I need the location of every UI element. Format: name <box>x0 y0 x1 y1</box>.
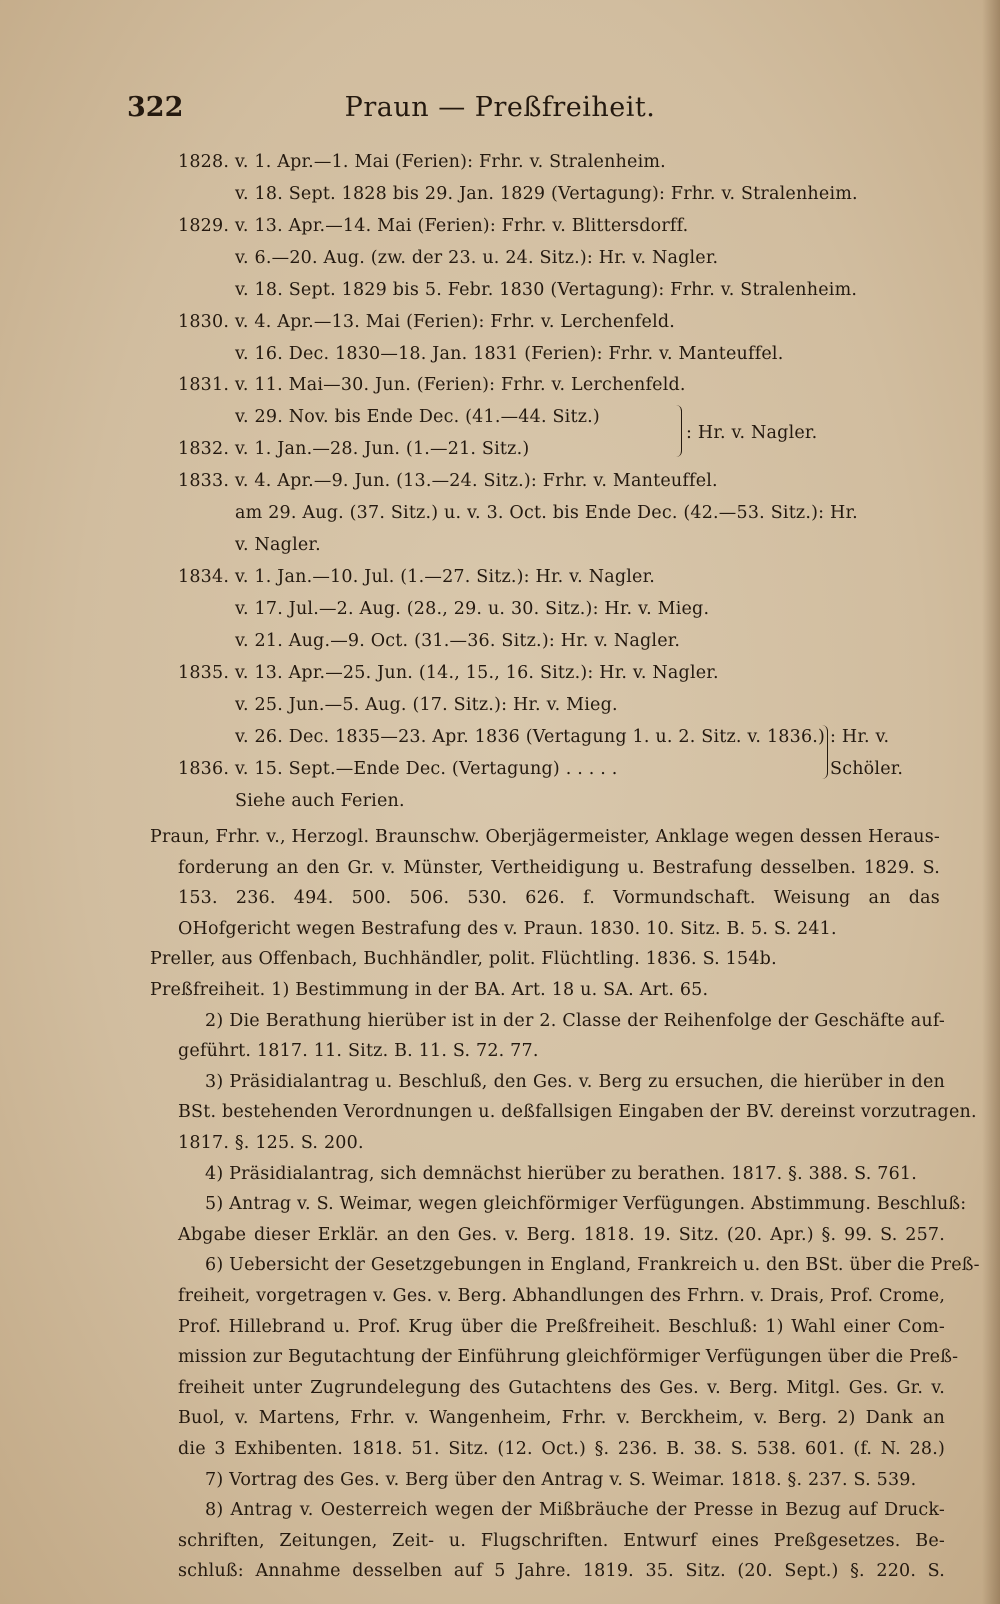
text-line: v. 6.—20. Aug. (zw. der 23. u. 24. Sitz.): Hr. v. Nagler. <box>235 248 719 268</box>
text-line: 1831. v. 11. Mai—30. Jun. (Ferien): Frhr. v. Lerchenfeld. <box>178 375 686 395</box>
brace-attribution: : Hr. v. Nagler. <box>686 423 818 443</box>
entry-preller: Preller, aus Offenbach, Buchhändler, polit. Flüchtling. 1836. S. 154b. <box>150 949 777 970</box>
text-line: v. 21. Aug.—9. Oct. (31.—36. Sitz.): Hr. v. Nagler. <box>235 631 681 651</box>
text-line: Abgabe dieser Erklär. an den Ges. v. Berg. 1818. 19. Sitz. (20. Apr.) §. 99. S. 257. <box>178 1224 945 1245</box>
entry-pressfreiheit: Preßfreiheit. 1) Bestimmung in der BA. Art. 18 u. SA. Art. 65. <box>150 980 709 1000</box>
text-line: v. 25. Jun.—5. Aug. (17. Sitz.): Hr. v. Mieg. <box>235 695 618 715</box>
text-line: v. 18. Sept. 1828 bis 29. Jan. 1829 (Vertagung): Frhr. v. Stralenheim. <box>235 184 858 204</box>
text-line: v. 26. Dec. 1835—23. Apr. 1836 (Vertagung 1. u. 2. Sitz. v. 1836.) <box>235 727 826 747</box>
text-line: geführt. 1817. 11. Sitz. B. 11. S. 72. 77. <box>178 1041 539 1062</box>
text-line: 1835. v. 13. Apr.—25. Jun. (14., 15., 16. Sitz.): Hr. v. Nagler. <box>178 663 719 683</box>
text-line: OHofgericht wegen Bestrafung des v. Praun. 1830. 10. Sitz. B. 5. S. 241. <box>178 918 837 939</box>
text-line: am 29. Aug. (37. Sitz.) u. v. 3. Oct. bis Ende Dec. (42.—53. Sitz.): Hr. <box>235 503 858 523</box>
text-line: 1828. v. 1. Apr.—1. Mai (Ferien): Frhr. v. Stralenheim. <box>178 152 666 172</box>
text-line: 2) Die Berathung hierüber ist in der 2. Classe der Reihenfolge der Geschäfte auf- <box>205 1010 945 1031</box>
text-line: Prof. Hillebrand u. Prof. Krug über die Preßfreiheit. Beschluß: 1) Wahl einer Com- <box>178 1316 945 1337</box>
text-line: die 3 Exhibenten. 1818. 51. Sitz. (12. Oct.) §. 236. B. 38. S. 538. 601. (f. N. 28.) <box>178 1439 945 1459</box>
text-line: 1829. v. 13. Apr.—14. Mai (Ferien): Frhr. v. Blittersdorff. <box>178 216 689 236</box>
text-line: Buol, v. Martens, Frhr. v. Wangenheim, Frhr. v. Berckheim, v. Berg. 2) Dank an <box>178 1408 945 1429</box>
page-edge-shadow <box>982 0 1000 1604</box>
text-line: v. Nagler. <box>235 535 321 555</box>
text-line: 5) Antrag v. S. Weimar, wegen gleichförmiger Verfügungen. Abstimmung. Beschluß: <box>205 1194 967 1215</box>
text-line: 1817. §. 125. S. 200. <box>178 1133 364 1153</box>
text-line: 1830. v. 4. Apr.—13. Mai (Ferien): Frhr. v. Lerchenfeld. <box>178 312 676 332</box>
text-line: 1836. v. 15. Sept.—Ende Dec. (Vertagung) . . . . . <box>178 759 618 779</box>
text-line: 3) Präsidialantrag u. Beschluß, den Ges. v. Berg zu ersuchen, die hierüber in den <box>205 1071 945 1092</box>
text-line: 1833. v. 4. Apr.—9. Jun. (13.—24. Sitz.): Frhr. v. Manteuffel. <box>178 471 718 491</box>
text-line: schluß: Annahme desselben auf 5 Jahre. 1819. 35. Sitz. (20. Sept.) §. 220. S. <box>178 1561 945 1582</box>
page-header <box>0 92 1000 132</box>
page-number: 322 <box>127 92 184 123</box>
brace-mark <box>822 725 828 779</box>
text-line: 1832. v. 1. Jan.—28. Jun. (1.—21. Sitz.) <box>178 439 530 459</box>
text-line: v. 18. Sept. 1829 bis 5. Febr. 1830 (Vertagung): Frhr. v. Stralenheim. <box>235 280 858 300</box>
text-line: freiheit unter Zugrundelegung des Gutachtens des Ges. v. Berg. Mitgl. Ges. Gr. v. <box>178 1377 945 1398</box>
text-line: v. 16. Dec. 1830—18. Jan. 1831 (Ferien): Frhr. v. Manteuffel. <box>235 344 784 364</box>
brace-attribution: Schöler. <box>830 759 904 779</box>
running-title: Praun — Preßfreiheit. <box>344 92 656 123</box>
text-line: schriften, Zeitungen, Zeit- u. Flugschriften. Entwurf eines Preßgesetzes. Be- <box>178 1530 945 1551</box>
brace-attribution: : Hr. v. <box>830 727 890 747</box>
text-line: forderung an den Gr. v. Münster, Vertheidigung u. Bestrafung desselben. 1829. S. <box>178 857 940 878</box>
text-line: 4) Präsidialantrag, sich demnächst hierüber zu berathen. 1817. §. 388. S. 761. <box>205 1163 918 1184</box>
entry-praun: Praun, Frhr. v., Herzogl. Braunschw. Oberjägermeister, Anklage wegen dessen Heraus- <box>150 827 940 847</box>
brace-mark <box>676 405 682 457</box>
text-line: 6) Uebersicht der Gesetzgebungen in England, Frankreich u. den BSt. über die Preß- <box>205 1255 980 1276</box>
text-line: 7) Vortrag des Ges. v. Berg über den Antrag v. S. Weimar. 1818. §. 237. S. 539. <box>205 1469 917 1490</box>
text-line: v. 29. Nov. bis Ende Dec. (41.—44. Sitz.) <box>235 407 600 427</box>
text-line: freiheit, vorgetragen v. Ges. v. Berg. Abhandlungen des Frhrn. v. Drais, Prof. Crome, <box>178 1286 946 1306</box>
text-line: BSt. bestehenden Verordnungen u. deßfallsigen Eingaben der BV. dereinst vorzutragen. <box>178 1102 977 1123</box>
text-line: mission zur Begutachtung der Einführung gleichförmiger Verfügungen über die Preß- <box>178 1347 959 1368</box>
text-line: v. 17. Jul.—2. Aug. (28., 29. u. 30. Sitz.): Hr. v. Mieg. <box>235 599 710 619</box>
text-line: 153. 236. 494. 500. 506. 530. 626. f. Vormundschaft. Weisung an das <box>178 888 940 909</box>
text-line: 8) Antrag v. Oesterreich wegen der Mißbräuche der Presse in Bezug auf Druck- <box>205 1500 945 1521</box>
text-line: Siehe auch Ferien. <box>235 791 405 811</box>
text-line: 1834. v. 1. Jan.—10. Jul. (1.—27. Sitz.): Hr. v. Nagler. <box>178 567 656 587</box>
